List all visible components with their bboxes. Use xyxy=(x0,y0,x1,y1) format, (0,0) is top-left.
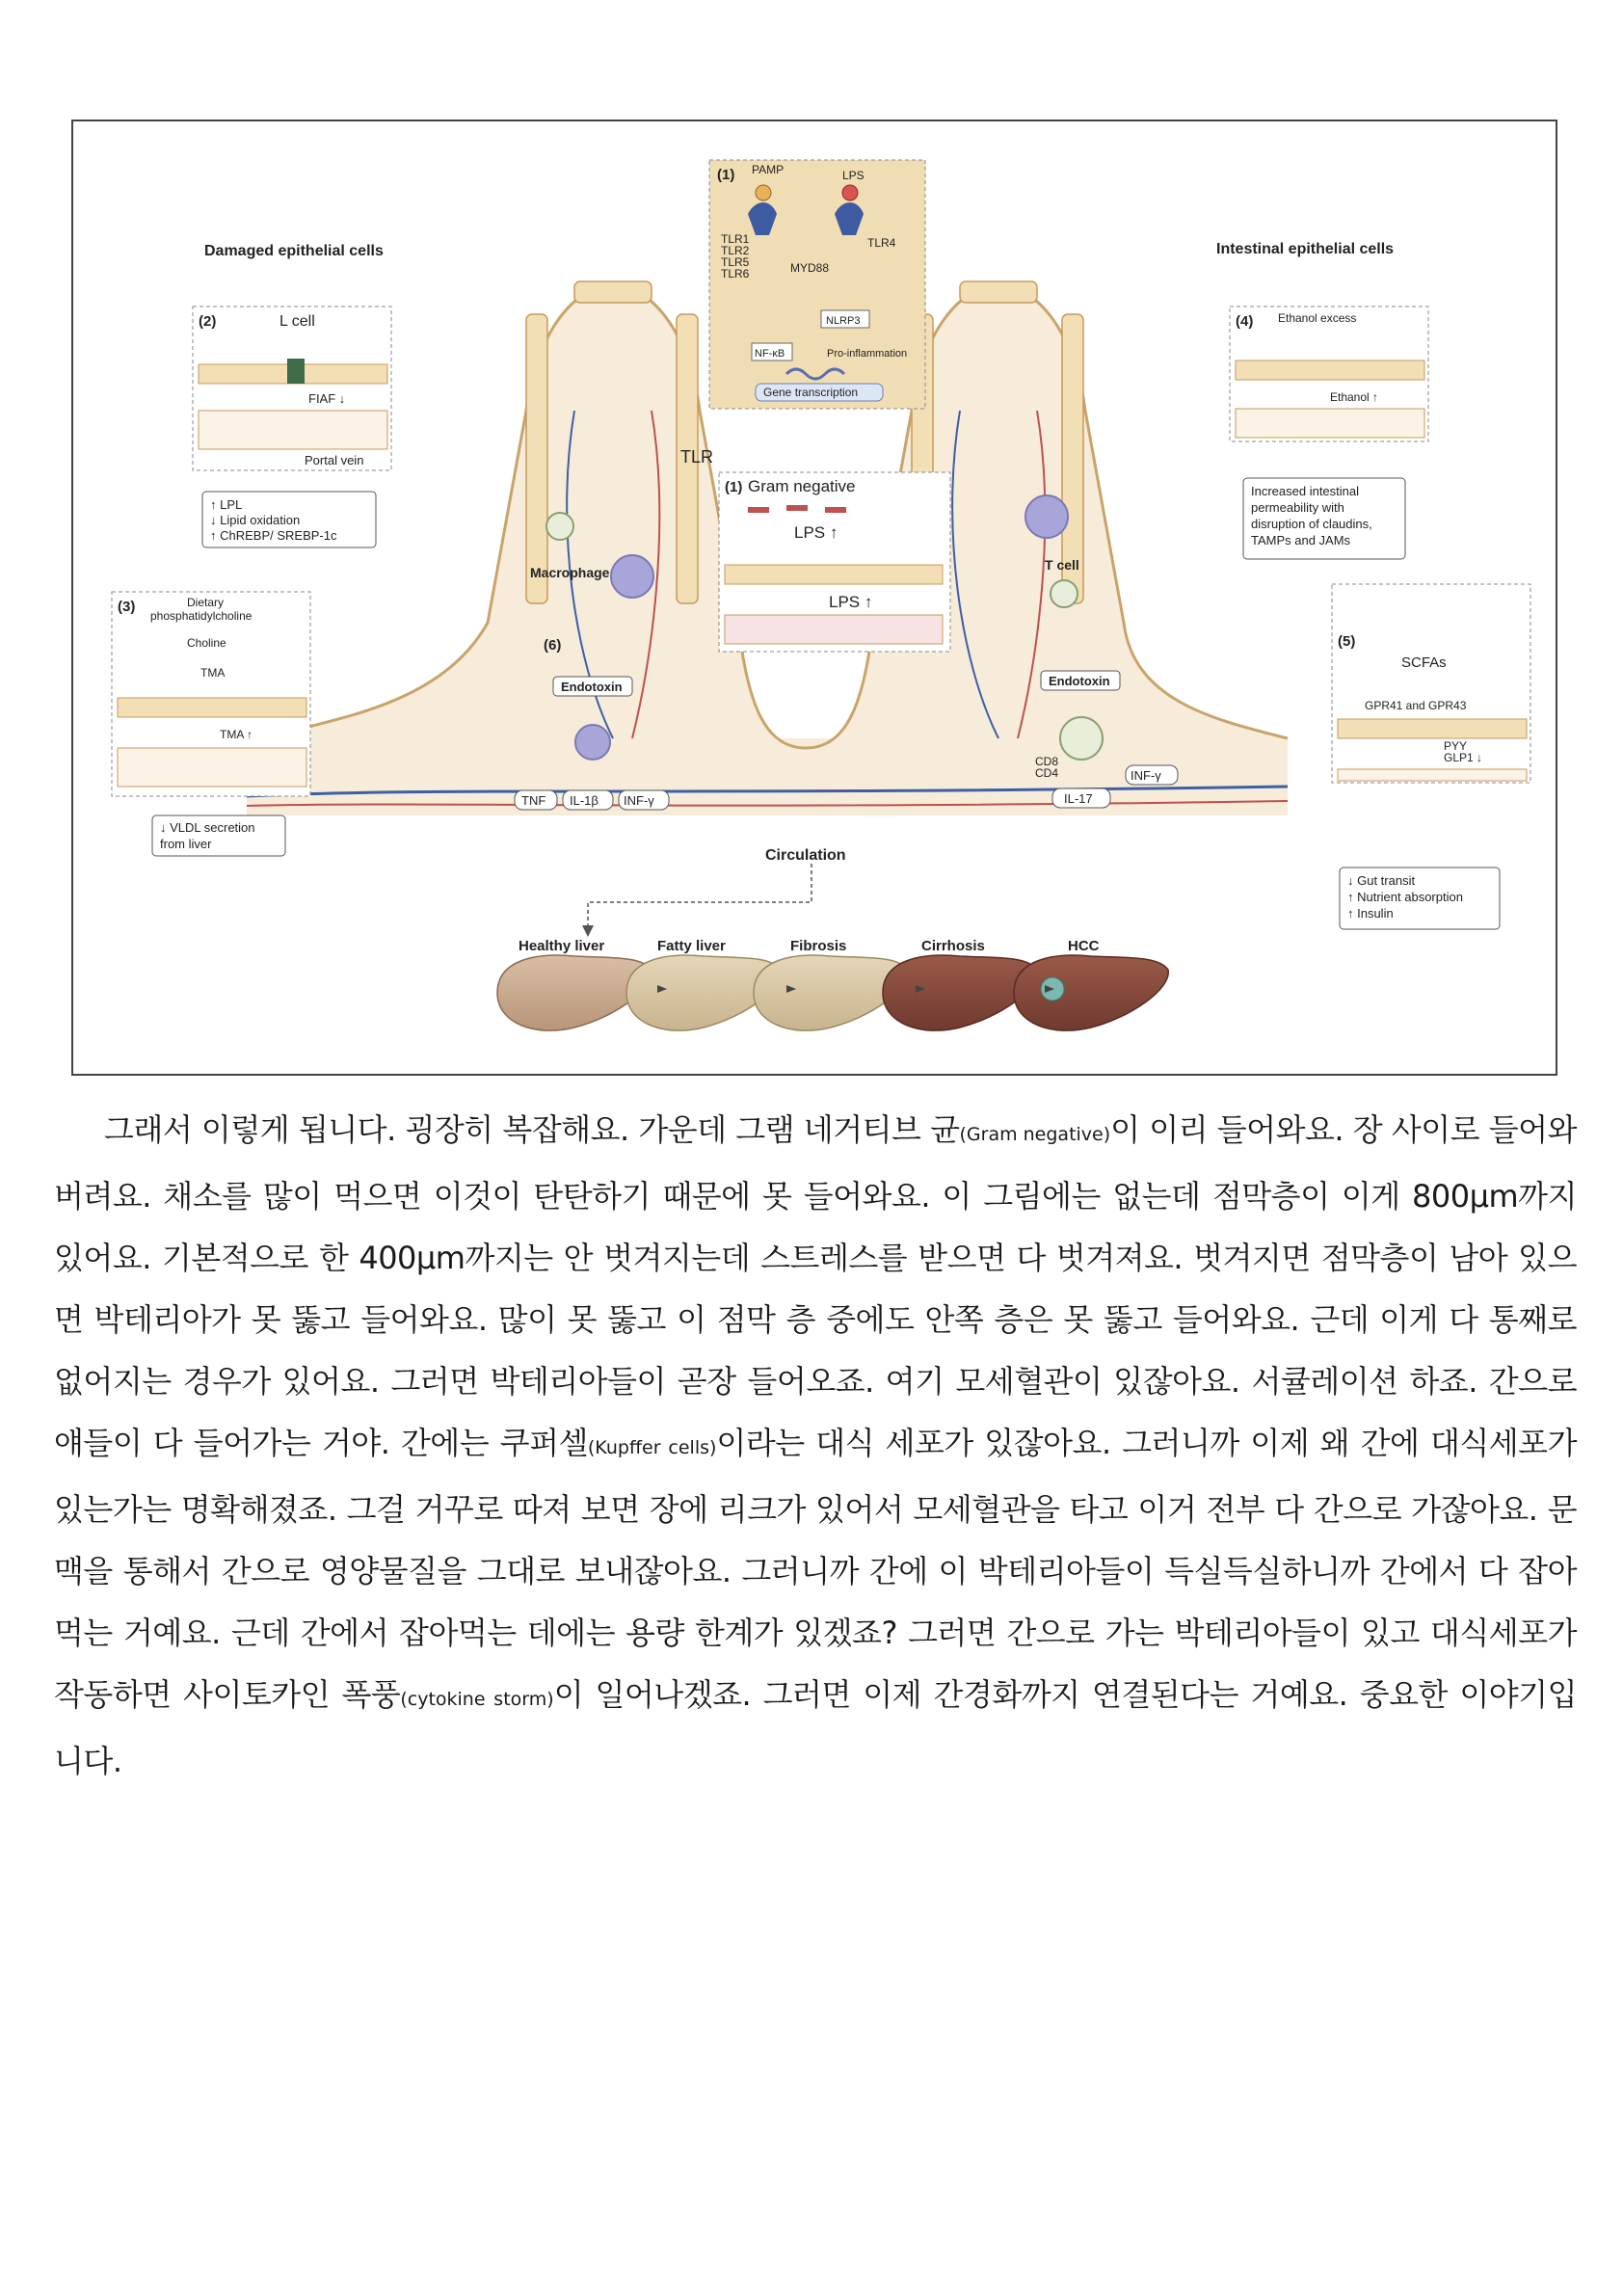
svg-text:(3): (3) xyxy=(118,599,136,615)
svg-text:Gene transcription: Gene transcription xyxy=(763,386,859,399)
svg-text:TLR1: TLR1 xyxy=(721,232,750,246)
svg-text:permeability with: permeability with xyxy=(1251,500,1344,515)
svg-text:Endotoxin: Endotoxin xyxy=(561,680,623,694)
panel-2-l-cell xyxy=(193,307,391,470)
panel-5-outcomes xyxy=(1340,868,1500,929)
svg-text:IL-1β: IL-1β xyxy=(570,793,599,808)
svg-text:L cell: L cell xyxy=(279,313,315,330)
liver-cirrhosis xyxy=(883,938,1037,1030)
body-paragraph xyxy=(54,1099,1577,1792)
term-kupffer-cells: (Kupffer cells) xyxy=(587,1437,717,1458)
svg-text:Dietary: Dietary xyxy=(187,596,225,609)
macrophage-cell xyxy=(611,555,653,598)
svg-text:FIAF ↓: FIAF ↓ xyxy=(308,391,346,406)
svg-text:Healthy liver: Healthy liver xyxy=(519,938,605,954)
svg-text:CD4: CD4 xyxy=(1035,766,1059,780)
svg-text:CD8: CD8 xyxy=(1035,755,1059,768)
panel-4-ethanol xyxy=(1230,307,1428,441)
panel-1-tag: (1) xyxy=(717,167,735,183)
svg-text:↑ Nutrient absorption: ↑ Nutrient absorption xyxy=(1347,890,1463,904)
text-segment: 그래서 이렇게 됩니다. 굉장히 복잡해요. 가운데 그램 네거티브 균 xyxy=(104,1111,960,1148)
svg-text:GPR41 and GPR43: GPR41 and GPR43 xyxy=(1365,699,1467,712)
svg-text:Choline: Choline xyxy=(187,636,226,650)
gut-liver-axis-diagram xyxy=(73,121,1556,1074)
panel-1-tlr-signaling xyxy=(709,160,925,409)
liver-progression xyxy=(497,938,1168,1030)
svg-text:Endotoxin: Endotoxin xyxy=(1049,674,1110,688)
svg-text:NF-κB: NF-κB xyxy=(755,348,785,360)
svg-text:IL-17: IL-17 xyxy=(1064,791,1093,806)
svg-text:(4): (4) xyxy=(1236,313,1254,330)
svg-text:(6): (6) xyxy=(544,637,562,654)
svg-text:Ethanol excess: Ethanol excess xyxy=(1278,311,1357,325)
svg-text:PYY: PYY xyxy=(1444,739,1468,753)
svg-text:(1): (1) xyxy=(725,479,743,495)
svg-text:Pro-inflammation: Pro-inflammation xyxy=(827,348,908,360)
text-segment: 이라는 대식 세포가 있잖아요. 그러니까 이제 왜 간에 대식세포가 있는가는 명확해졌죠. 그걸 거꾸로 따져 보면 장에 리크가 있어서 모세혈관을 타고 이거 전부 다 간으로 가잖아요. 문맥을 통해서 간으로 영양물질을 그대로 보내잖아요. 그러니까 간에 이 박테리아들이 득실득실하니까 간에서 다 잡아먹는 거예요. 근데 간에서 잡아먹는 데에는 용량 한계가 있겠죠? 그러면 간으로 가는 박테리아들이 있고 대식세포가 작동하면 사이토카인 폭풍 xyxy=(54,1425,1578,1713)
svg-text:INF-γ: INF-γ xyxy=(624,793,654,808)
term-gram-negative: (Gram negative) xyxy=(959,1124,1111,1145)
t-cell xyxy=(1051,580,1078,607)
svg-text:LPS ↑: LPS ↑ xyxy=(829,593,873,611)
svg-text:INF-γ: INF-γ xyxy=(1131,768,1161,783)
svg-text:from liver: from liver xyxy=(160,837,212,851)
damaged-epithelial-label: Damaged epithelial cells xyxy=(204,243,384,259)
svg-text:TLR6: TLR6 xyxy=(721,267,750,280)
panel-2-outcomes xyxy=(202,492,376,547)
svg-text:TMA: TMA xyxy=(200,666,226,680)
svg-text:GLP1 ↓: GLP1 ↓ xyxy=(1444,751,1483,764)
svg-text:disruption of claudins,: disruption of claudins, xyxy=(1251,517,1372,531)
svg-text:Ethanol ↑: Ethanol ↑ xyxy=(1330,390,1379,404)
svg-text:↑ LPL: ↑ LPL xyxy=(210,497,243,512)
svg-text:↓ Lipid oxidation: ↓ Lipid oxidation xyxy=(210,513,301,527)
svg-text:HCC: HCC xyxy=(1068,938,1100,954)
intestinal-epithelial-label: Intestinal epithelial cells xyxy=(1216,241,1395,257)
svg-text:phosphatidylcholine: phosphatidylcholine xyxy=(150,609,253,623)
panel-5-scfa xyxy=(1332,584,1530,783)
macrophage-label: Macrophage xyxy=(530,565,610,580)
svg-text:MYD88: MYD88 xyxy=(790,261,830,275)
svg-text:↓ Gut transit: ↓ Gut transit xyxy=(1347,873,1416,888)
text-segment: 이 이리 들어와요. 장 사이로 들어와 버려요. 채소를 많이 먹으면 이것이 탄탄하기 때문에 못 들어와요. 이 그림에는 없는데 점막층이 이게 800μm까지 있어요. 기본적으로 한 400μm까지는 안 벗겨지는데 스트레스를 받으면 다 벗겨져요. 벗겨지면 점막층이 남아 있으면 박테리아가 못 뚫고 들어와요. 많이 못 뚫고 이 점막 층 중에도 안쪽 층은 못 뚫고 들어와요. 근데 이게 다 통째로 없어지는 경우가 있어요. 그러면 박테리아들이 곧장 들어오죠. 여기 모세혈관이 있잖아요. 서큘레이션 하죠. 간으로 얘들이 다 들어가는 거야. 간에는 쿠퍼셀 xyxy=(54,1111,1577,1461)
svg-text:TLR4: TLR4 xyxy=(867,236,896,250)
svg-text:Increased intestinal: Increased intestinal xyxy=(1251,484,1360,498)
liver-hcc xyxy=(1014,938,1168,1030)
svg-text:(5): (5) xyxy=(1338,633,1356,650)
panel-3-outcomes xyxy=(152,815,285,856)
svg-text:TMA ↑: TMA ↑ xyxy=(220,728,253,741)
svg-text:↑ Insulin: ↑ Insulin xyxy=(1347,906,1394,921)
svg-text:Fibrosis: Fibrosis xyxy=(790,938,847,954)
svg-text:Cirrhosis: Cirrhosis xyxy=(921,938,985,954)
term-cytokine-storm: (cytokine storm) xyxy=(400,1689,554,1710)
figure-frame xyxy=(71,120,1557,1076)
svg-text:(2): (2) xyxy=(199,313,217,330)
svg-text:↓ VLDL secretion: ↓ VLDL secretion xyxy=(160,820,255,835)
svg-text:TNF: TNF xyxy=(521,793,546,808)
panel-3-choline xyxy=(112,592,310,796)
t-cell-label: T cell xyxy=(1045,557,1079,573)
svg-text:LPS ↑: LPS ↑ xyxy=(794,523,838,542)
svg-text:TAMPs and JAMs: TAMPs and JAMs xyxy=(1251,533,1351,547)
panel-4-outcomes xyxy=(1243,478,1405,559)
svg-text:PAMP: PAMP xyxy=(752,163,785,176)
tlr-label: TLR xyxy=(680,447,714,467)
svg-text:Fatty liver: Fatty liver xyxy=(657,938,726,954)
panel-1-gram-negative xyxy=(719,472,950,652)
svg-text:Portal vein: Portal vein xyxy=(305,453,364,467)
svg-text:LPS: LPS xyxy=(842,169,865,182)
gram-negative-label: Gram negative xyxy=(748,477,856,495)
svg-text:TLR5: TLR5 xyxy=(721,255,750,269)
text-segment: 이 일어나겠죠. 그러면 이제 간경화까지 연결된다는 거예요. 중요한 이야기입니다. xyxy=(54,1676,1577,1779)
svg-text:↑ ChREBP/ SREBP-1c: ↑ ChREBP/ SREBP-1c xyxy=(210,528,337,543)
svg-text:NLRP3: NLRP3 xyxy=(826,315,861,327)
svg-text:TLR2: TLR2 xyxy=(721,244,750,257)
circulation-label: Circulation xyxy=(765,847,846,864)
svg-text:SCFAs: SCFAs xyxy=(1401,654,1447,671)
